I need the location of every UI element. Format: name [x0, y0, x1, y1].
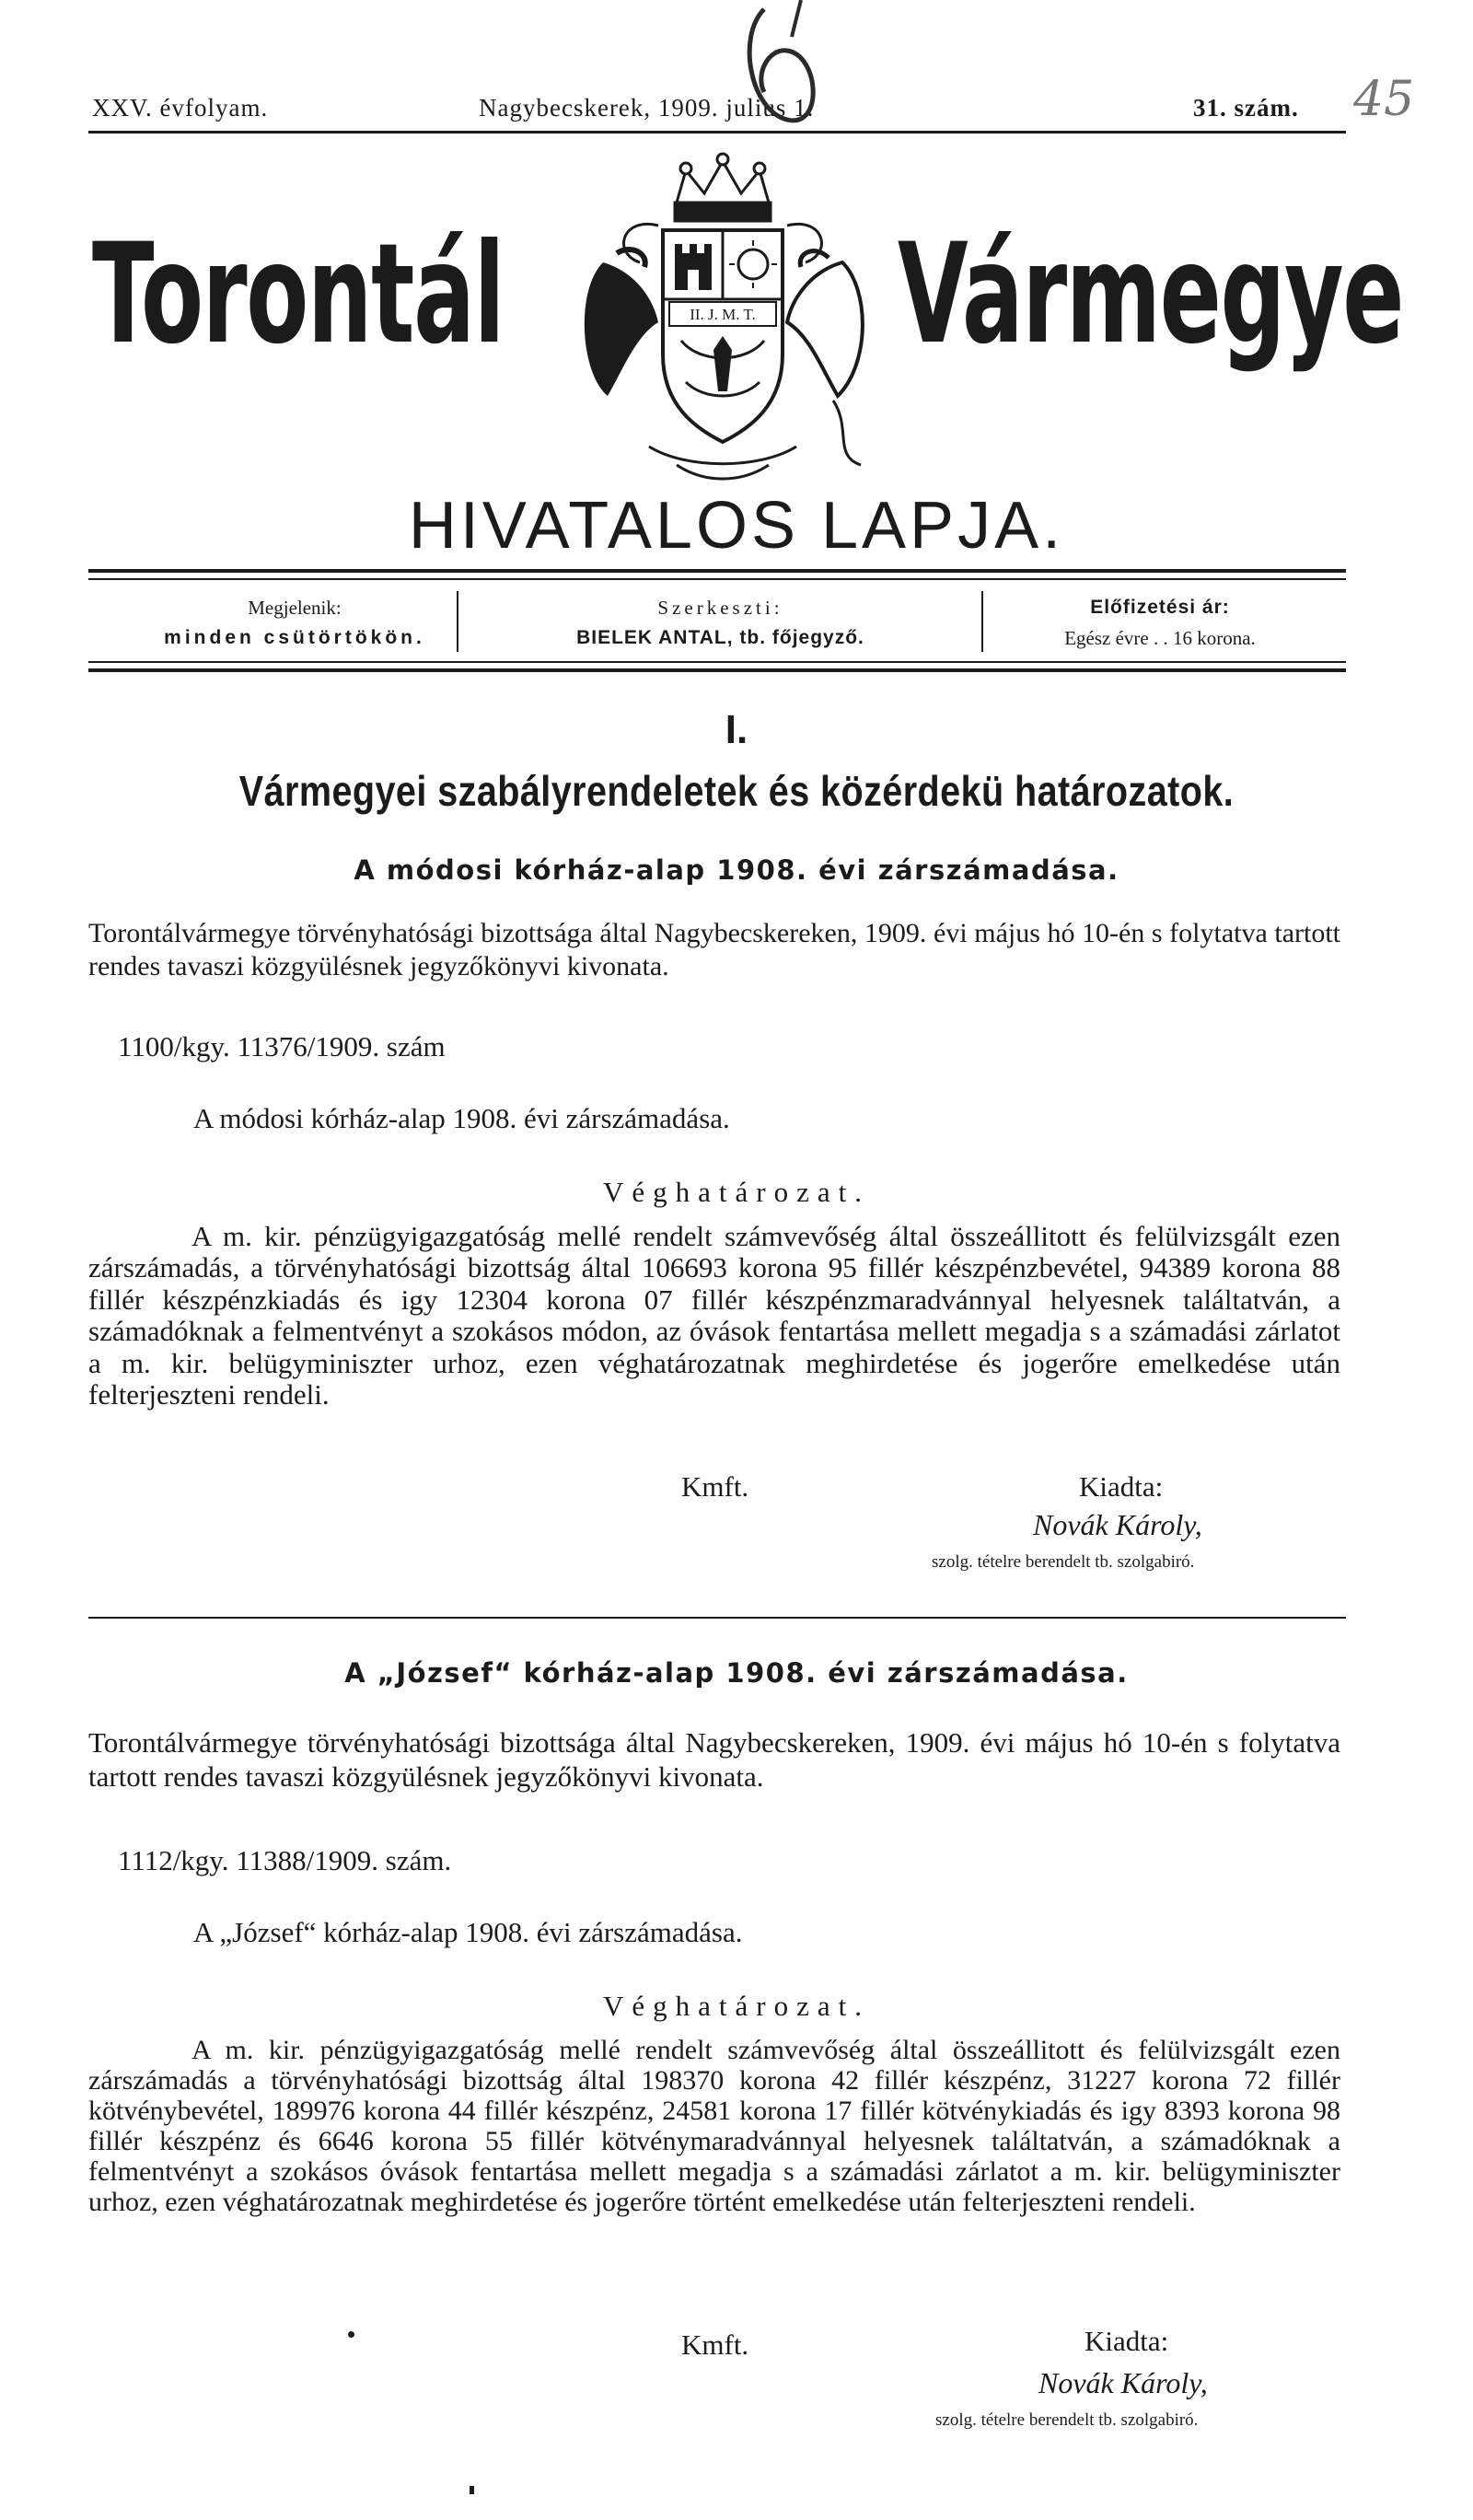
- info-divider-2: [981, 591, 983, 652]
- info-col1-value: minden csütörtökön.: [164, 626, 425, 648]
- article2-number: 1112/kgy. 11388/1909. szám.: [118, 1844, 452, 1876]
- article2-body: A m. kir. pénzügyigazgatóság mellé rendelt számvevőség által összeállitott és felülvizsgált ezen zárszámadás a törvényhatósági bizottság által 198370 korona 42 fillér készpénz, 31227 korona 72 fillér kötvénybevétel, 189976 korona 44 fillér készpénz, 24581 korona 17 fillér kötvénykiadás és igy 8393 korona 98 fillér készpénz és 6646 korona 55 fillér kötvénymaradvánnyal helyesnek találtatván, a számadóknak a felmentvényt a szokásos óvások fentartása mellett megadja s a számadási zárlatot a m. kir. belügyminiszter urhoz, ezen véghatározatnak meghirdetése és jogerőre történt emelkedése után felterjeszteni rendeli.: [88, 2035, 1340, 2217]
- article2-intro: Torontálvármegye törvényhatósági bizottsága által Nagybecskereken, 1909. évi május hó 10-én s folytatva tartott rendes tavaszi közgyülésnek jegyzőkönyvi kivonata.: [88, 1726, 1340, 1794]
- article1-kmft: Kmft.: [681, 1470, 749, 1503]
- ink-dot: [348, 2331, 354, 2338]
- info-rule-bottom-thin: [88, 661, 1346, 663]
- article2-signatory: Novák Károly,: [1038, 2366, 1208, 2399]
- crest-label: II. J. M. T.: [690, 306, 756, 323]
- handwritten-scribble: [700, 0, 847, 175]
- info-rule-top: [88, 569, 1346, 573]
- handwritten-mark: 45: [1353, 72, 1415, 127]
- article1-decision-label: Véghatározat.: [603, 1176, 870, 1208]
- issue-number: 31. szám.: [1193, 94, 1299, 122]
- info-col-publication: [138, 593, 451, 653]
- info-col2-value: BIELEK ANTAL, tb. főjegyző.: [576, 626, 864, 648]
- coat-of-arms: [566, 152, 879, 493]
- article1-signatory-title: szolg. tételre berendelt tb. szolgabiró.: [932, 1552, 1195, 1572]
- section-numeral: I.: [725, 707, 748, 752]
- masthead-subtitle: HIVATALOS LAPJA.: [408, 489, 1065, 563]
- info-col2-label: Szerkeszti:: [657, 597, 783, 619]
- info-col-price: [985, 593, 1335, 653]
- ink-dot: [470, 2486, 474, 2494]
- article-divider: [88, 1617, 1346, 1619]
- info-col3-value: Egész évre . . 16 korona.: [1064, 626, 1256, 649]
- article2-kmft: Kmft.: [681, 2328, 749, 2361]
- info-rule-top-thin: [88, 578, 1346, 580]
- article2-heading: A „József“ kórház-alap 1908. évi zárszámadása.: [344, 1657, 1129, 1689]
- section-title: Vármegyei szabályrendeletek és közérdekü határozatok.: [238, 767, 1235, 815]
- info-col1-label: Megjelenik:: [248, 597, 342, 619]
- info-divider-1: [457, 591, 458, 652]
- info-rule-bottom: [88, 668, 1346, 672]
- place-date: Nagybecskerek, 1909. julius 1.: [479, 94, 815, 122]
- info-col-editor: [460, 593, 980, 653]
- article1-issued-by: Kiadta:: [1079, 1470, 1164, 1503]
- article1-number: 1100/kgy. 11376/1909. szám: [118, 1030, 446, 1063]
- masthead-title-right: Vármegye: [898, 215, 1404, 375]
- article1-intro: Torontálvármegye törvényhatósági bizottsága által Nagybecskereken, 1909. évi május hó 10-én s folytatva tartott rendes tavaszi közgyülésnek jegyzőkönyvi kivonata.: [88, 918, 1340, 981]
- masthead-title-left: Torontál: [92, 215, 505, 375]
- article2-subject: A „József“ kórház-alap 1908. évi zárszámadása.: [193, 1916, 743, 1948]
- article2-issued-by: Kiadta:: [1084, 2325, 1169, 2357]
- article1-heading: A módosi kórház-alap 1908. évi zárszámadása.: [354, 854, 1119, 886]
- volume-label: XXV. évfolyam.: [92, 94, 269, 122]
- article1-signatory: Novák Károly,: [1033, 1508, 1202, 1541]
- article2-decision-label: Véghatározat.: [603, 1990, 870, 2022]
- article2-signatory-title: szolg. tételre berendelt tb. szolgabiró.: [935, 2410, 1199, 2430]
- article1-subject: A módosi kórház-alap 1908. évi zárszámadása.: [193, 1102, 730, 1134]
- info-col3-label: Előfizetési ár:: [1090, 597, 1230, 618]
- article1-body: A m. kir. pénzügyigazgatóság mellé rendelt számvevőség által összeállitott és felülvizsgált ezen zárszámadás, a törvényhatósági bizottság által 106693 korona 95 fillér készpénzbevétel, 94389 korona 88 fillér készpénzkiadás és igy 12304 korona 07 fillér készpénzmaradvánnyal helyesnek találtatván, a számadóknak a felmentvényt a szokásos módon, az óvások fentartása mellett megadja s a számadási zárlatot a m. kir. belügyminiszter urhoz, ezen véghatározatnak meghirdetése és jogerőre emelkedése után felterjeszteni rendeli.: [88, 1220, 1340, 1411]
- header-rule: [88, 131, 1346, 134]
